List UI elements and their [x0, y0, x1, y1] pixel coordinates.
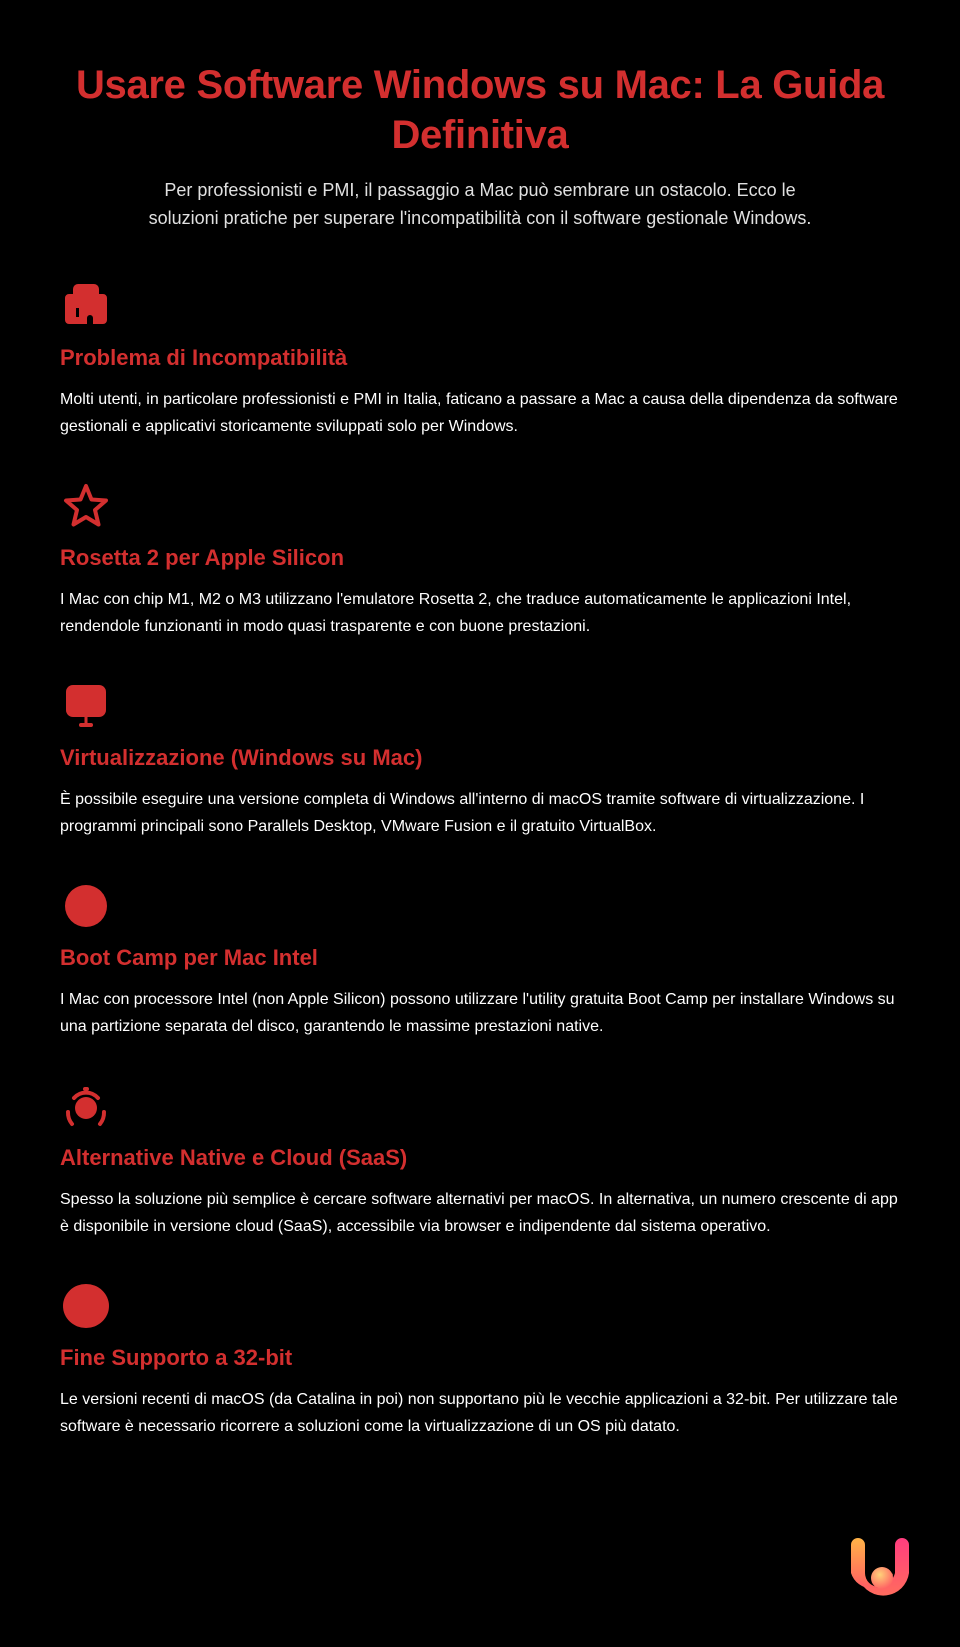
page-title: Usare Software Windows su Mac: La Guida Definitiva: [75, 63, 885, 157]
section-body: È possibile eseguire una versione completa di Windows all'interno di macOS tramite software di virtualizzazione. I programmi principali sono Parallels Desktop, VMware Fusion e il gratuito VirtualBox.: [60, 791, 865, 835]
star-icon: [60, 480, 112, 532]
sections-list: [0, 280, 960, 1440]
section-body: Spesso la soluzione più semplice è cercare software alternativi per macOS. In alternativa, un numero crescente di app è disponibile in versione cloud (SaaS), accessibile via browser e indipendente dal sistema operativo.: [60, 1191, 898, 1235]
section-title: Fine Supporto a 32-bit: [60, 1345, 293, 1370]
section-body: Le versioni recenti di macOS (da Catalina in poi) non supportano più le vecchie applicazioni a 32-bit. Per utilizzare tale software è necessario ricorrere a soluzioni come la virtualizzazione di un OS più datato.: [60, 1391, 898, 1435]
section-title: Boot Camp per Mac Intel: [60, 945, 318, 970]
section-body: I Mac con chip M1, M2 o M3 utilizzano l'emulatore Rosetta 2, che traduce automaticamente le applicazioni Intel, rendendole funzionanti in modo quasi trasparente e con buone prestazioni.: [60, 591, 852, 635]
page-header: [0, 0, 960, 232]
section-rosetta: [60, 480, 900, 640]
section-body: I Mac con processore Intel (non Apple Silicon) possono utilizzare l'utility gratuita Boot Camp per installare Windows su una partizione separata del disco, garantendo le massime prestazioni native.: [60, 991, 895, 1035]
monitor-icon: [60, 680, 112, 732]
section-virtualization: [60, 680, 900, 840]
circle-icon: [60, 880, 112, 932]
section-title: Alternative Native e Cloud (SaaS): [60, 1145, 408, 1170]
page-subtitle: Per professionisti e PMI, il passaggio a Mac può sembrare un ostacolo. Ecco le soluzioni pratiche per superare l'incompatibilità con il software gestionale Windows.: [148, 180, 812, 228]
section-alternatives: [60, 1080, 900, 1240]
section-bootcamp: [60, 880, 900, 1040]
brand-logo-icon[interactable]: [845, 1535, 915, 1605]
section-32bit: [60, 1280, 900, 1440]
section-incompatibility: [60, 280, 900, 440]
section-title: Problema di Incompatibilità: [60, 345, 348, 370]
section-title: Virtualizzazione (Windows su Mac): [60, 745, 423, 770]
circle-icon: [60, 1280, 112, 1332]
section-body: Molti utenti, in particolare professionisti e PMI in Italia, faticano a passare a Mac a causa della dipendenza da software gestionali e applicativi storicamente sviluppati solo per Windows.: [60, 391, 898, 435]
section-title: Rosetta 2 per Apple Silicon: [60, 545, 345, 570]
network-icon: [60, 1080, 112, 1132]
puzzle-icon: [60, 280, 112, 332]
